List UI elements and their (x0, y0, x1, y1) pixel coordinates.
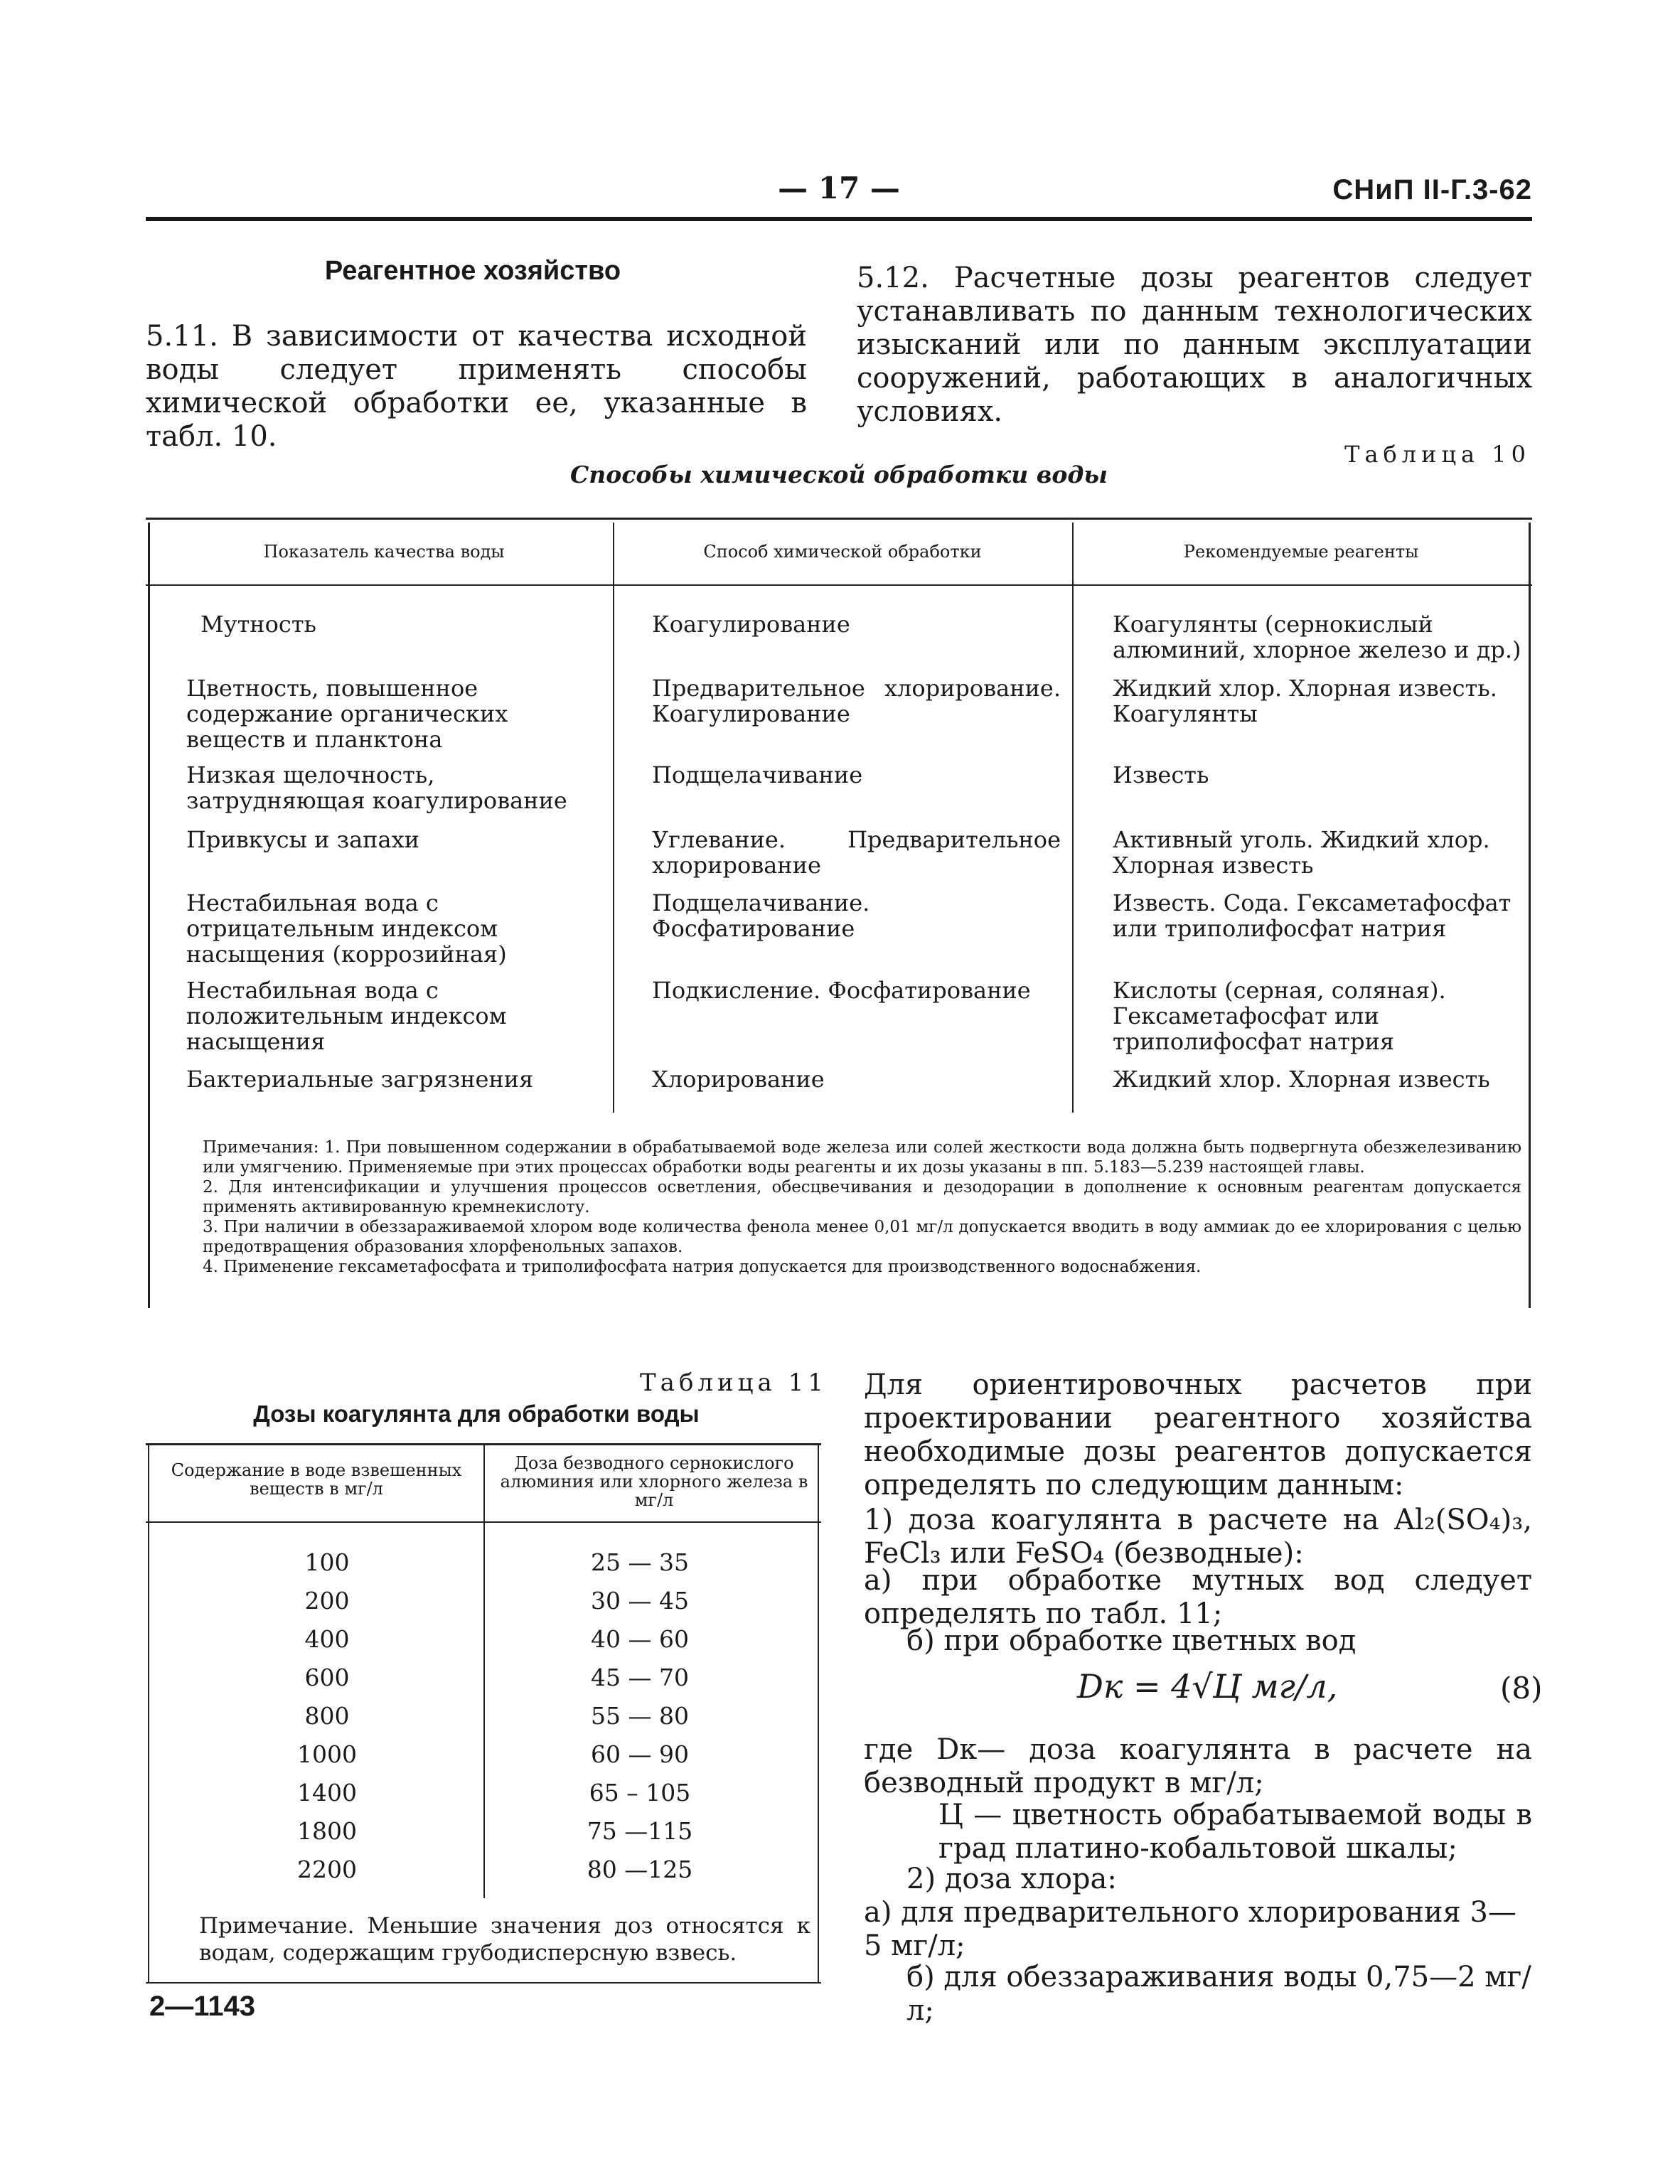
table11-suspended-cell: 2200 (297, 1856, 357, 1883)
definition-c: Ц — цветность обрабатываемой воды в град платино-кобальтовой шкалы; (938, 1799, 1532, 1865)
table10-reagents-cell: Жидкий хлор. Хлорная известь. Коагулянты (1113, 675, 1497, 727)
table10-header-rule (146, 584, 1532, 586)
table11-dose-cell: 25 — 35 (591, 1548, 689, 1576)
table10-indicator-cell: Цветность, повышенное содержание органических веществ и планктона (186, 675, 508, 753)
paragraph-5-12: 5.12. Расчетные дозы реагентов следует устанавливать по данным технологических изысканий или по данным эксплуатации сооружений, работающих в аналогичных условиях. (857, 262, 1532, 428)
table11-border-left (148, 1443, 149, 1984)
item-1a: а) при обработке мутных вод следует определять по табл. 11; (864, 1564, 1532, 1630)
table10-indicator-cell: Бактериальные загрязнения (186, 1066, 534, 1093)
table11-dose-cell: 80 —125 (587, 1856, 693, 1883)
table10-method-cell: Подщелачивание (652, 761, 863, 788)
table10-title: Способы химической обработки воды (570, 461, 1108, 488)
table10-reagents-cell: Кислоты (серная, соляная). Гексаметафосфат или триполифосфат натрия (1113, 977, 1446, 1055)
table11-dose-cell: 30 — 45 (591, 1587, 689, 1615)
table10-indicator-cell: Нестабильная вода с отрицательным индексом насыщения (коррозийная) (186, 889, 507, 968)
table11-col-divider (483, 1443, 485, 1898)
formula-number: (8) (1500, 1671, 1543, 1706)
formula-8: Dк = 4√Ц мг/л, (1077, 1667, 1338, 1706)
table10-header-method: Способ химической обработки (703, 542, 982, 562)
table10-method-cell: Хлорирование (652, 1066, 825, 1093)
table11-suspended-cell: 600 (304, 1664, 350, 1691)
table11-dose-cell: 65 – 105 (589, 1779, 691, 1806)
item-2: 2) доза хлора: (906, 1863, 1117, 1895)
table11-suspended-cell: 200 (304, 1587, 350, 1615)
table10-method-cell: Подкисление. Фосфатирование (652, 977, 1031, 1004)
table10-reagents-cell: Известь. Сода. Гексаметафосфат или триполифосфат натрия (1113, 889, 1512, 942)
table11-header-content: Содержание в воде взвешенных веществ в мг/л (171, 1460, 462, 1499)
item-1: 1) доза коагулянта в расчете на Al₂(SO₄)₃, FeCl₃ или FeSO₄ (безводные): (864, 1504, 1532, 1570)
signature-mark: 2—1143 (149, 1991, 256, 2022)
table10-method-cell: Предварительное хлорирование. Коагулирование (652, 675, 1061, 727)
table10-col-divider-2 (1072, 523, 1074, 1113)
definition-dk: где Dк— доза коагулянта в расчете на безводный продукт в мг/л; (864, 1733, 1532, 1799)
page-number: — 17 — (778, 171, 900, 205)
table10-border-right (1529, 523, 1531, 1308)
section-heading: Реагентное хозяйство (324, 256, 621, 286)
table11-suspended-cell: 100 (304, 1548, 350, 1576)
table11-label: Таблица 11 (640, 1369, 828, 1397)
table10-method-cell: Коагулирование (652, 611, 850, 638)
table11-bottom-rule (146, 1982, 821, 1984)
table11-dose-cell: 75 —115 (587, 1817, 693, 1845)
table10-note: Примечания: 1. При повышенном содержании в обрабатываемой воде железа или солей жесткости вода должна быть подвергнута обезжелезиванию или умягчению. Применяемые при этих процессах обработки воды реагенты и их дозы указаны в пп. 5.183—5.239 настоящей главы. (203, 1138, 1521, 1177)
table10-label: Таблица 10 (1344, 441, 1531, 468)
item-2b: б) для обеззараживания воды 0,75—2 мг/л; (906, 1961, 1531, 2027)
table11-dose-cell: 55 — 80 (591, 1702, 689, 1730)
header-rule (146, 217, 1532, 221)
table10-note: 4. Применение гексаметафосфата и триполифосфата натрия допускается для производственного водоснабжения. (203, 1258, 1202, 1276)
table10-notes (203, 1138, 1521, 1277)
table11-dose-cell: 60 — 90 (591, 1740, 689, 1768)
table11-suspended-cell: 1800 (297, 1817, 357, 1845)
table11-suspended-cell: 400 (304, 1625, 350, 1653)
paragraph-5-11: 5.11. В зависимости от качества исходной воды следует применять способы химической обработки ее, указанные в табл. 10. (146, 320, 807, 453)
table11-title: Дозы коагулянта для обработки воды (253, 1401, 700, 1427)
table11-suspended-cell: 1400 (297, 1779, 357, 1806)
table10-col-divider-1 (613, 523, 614, 1113)
table10-method-cell: Углевание. Предварительное хлорирование (652, 826, 1061, 879)
table10-header-indicator: Показатель качества воды (263, 542, 505, 562)
table10-indicator-cell: Привкусы и запахи (186, 826, 419, 853)
table11-suspended-cell: 800 (304, 1702, 350, 1730)
table11-border-right (818, 1443, 819, 1984)
table11-dose-cell: 40 — 60 (591, 1625, 689, 1653)
table10-top-rule (146, 518, 1532, 520)
table10-reagents-cell: Жидкий хлор. Хлорная известь (1113, 1066, 1490, 1093)
table10-header-reagents: Рекомендуемые реагенты (1183, 542, 1419, 562)
document-code: СНиП II-Г.3-62 (1332, 174, 1532, 205)
table11-dose-cell: 45 — 70 (591, 1664, 689, 1691)
table11-header-dose: Доза безводного сернокислого алюминия или хлорного железа в мг/л (500, 1453, 808, 1510)
table10-note: 2. Для интенсификации и улучшения процессов осветления, обесцвечивания и дезодорации в дополнение к основным реагентам допускается применять активированную кремнекислоту. (203, 1178, 1521, 1216)
table10-reagents-cell: Коагулянты (сернокислый алюминий, хлорное железо и др.) (1113, 611, 1521, 663)
table10-reagents-cell: Активный уголь. Жидкий хлор. Хлорная известь (1113, 826, 1490, 879)
table10-indicator-cell: Низкая щелочность, затрудняющая коагулирование (186, 761, 567, 814)
intro-paragraph: Для ориентировочных расчетов при проектировании реагентного хозяйства необходимые дозы реагентов допускается определять по следующим данным: (864, 1369, 1532, 1502)
item-1b: б) при обработке цветных вод (906, 1624, 1357, 1657)
table10-indicator-cell: Мутность (200, 611, 316, 638)
table10-note: 3. При наличии в обеззараживаемой хлором воде количества фенола менее 0,01 мг/л допускается вводить в воду аммиак до ее хлорирования с целью предотвращения образования хлорфенольных запахов. (203, 1218, 1521, 1256)
table11-suspended-cell: 1000 (297, 1740, 357, 1768)
table10-indicator-cell: Нестабильная вода с положительным индексом насыщения (186, 977, 507, 1055)
item-2a: а) для предварительного хлорирования 3—5 мг/л; (864, 1896, 1516, 1962)
table11-note: Примечание. Меньшие значения доз относятся к водам, содержащим грубодисперсную взвесь. (199, 1913, 810, 1966)
table10-method-cell: Подщелачивание. Фосфатирование (652, 889, 870, 942)
table10-border-left (148, 523, 150, 1308)
table10-reagents-cell: Известь (1113, 761, 1209, 788)
